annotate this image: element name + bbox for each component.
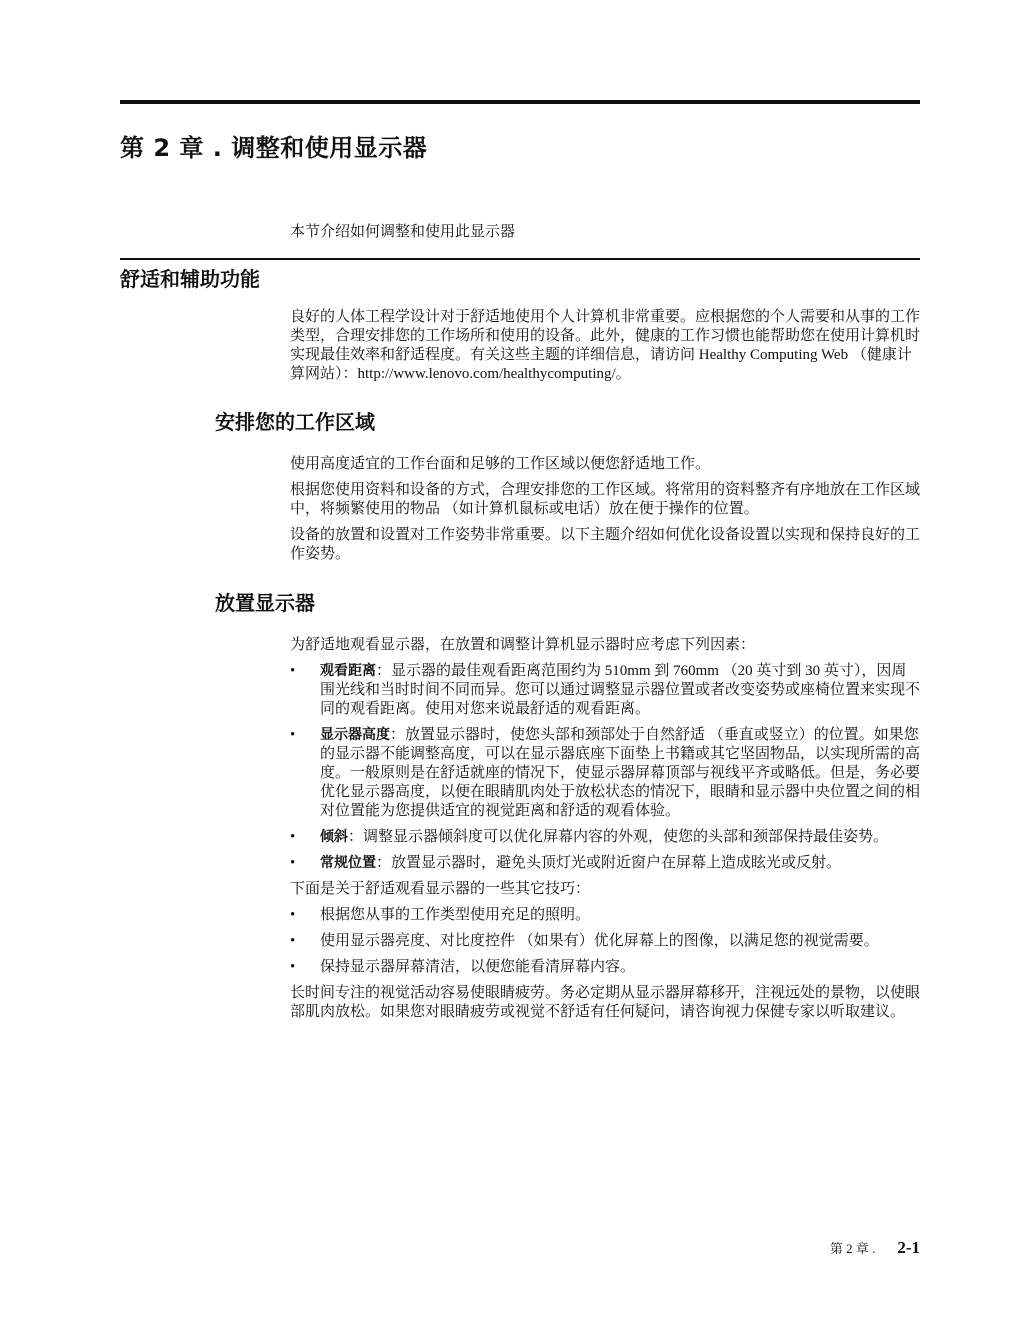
section-title: 舒适和辅助功能 <box>120 267 260 291</box>
monitor-title: 放置显示器 <box>215 591 315 615</box>
factor-term: 常规位置 <box>320 855 376 871</box>
section-body <box>290 308 920 391</box>
factor-item <box>290 854 920 873</box>
workspace-title: 安排您的工作区域 <box>215 410 375 434</box>
monitor-lead: 为舒适地观看显示器，在放置和调整计算机显示器时应考虑下列因素： <box>290 637 756 653</box>
factor-term: 倾斜 <box>320 829 348 845</box>
chapter-title: 第 2 章 . 调整和使用显示器 <box>120 134 428 162</box>
closing-paragraph: 长时间专注的视觉活动容易使眼睛疲劳。务必定期从显示器屏幕移开，注视远处的景物，以使眼部肌肉放松。如果您对眼睛疲劳或视觉不舒适有任何疑问，请咨询视力保健专家以听取建议。 <box>290 985 921 1020</box>
factor-text: ：调整显示器倾斜度可以优化屏幕内容的外观，使您的头部和颈部保持最佳姿势。 <box>348 829 889 845</box>
page-footer <box>830 1238 920 1258</box>
factor-text: ：放置显示器时，使您头部和颈部处于自然舒适 （垂直或竖立）的位置。如果您的显示器不能调整高度，可以在显示器底座下面垫上书籍或其它坚固物品，以实现所需的高度。一般原则是在舒适就座的情况下，使显示器屏幕顶部与视线平齐或略低。但是，务必要优化显示器高度，以便在眼睛肌肉处于放松状态的情况下，眼睛和显示器中央位置之间的相对位置能为您提供适宜的视觉距离和舒适的观看体验。 <box>320 727 921 819</box>
tips-list <box>290 906 920 977</box>
workspace-paragraph: 使用高度适宜的工作台面和足够的工作区域以便您舒适地工作。 <box>290 456 711 472</box>
workspace-paragraph: 设备的放置和设置对工作姿势非常重要。以下主题介绍如何优化设备设置以实现和保持良好的工作姿势。 <box>290 527 921 562</box>
monitor-body <box>290 636 920 1029</box>
factor-list <box>290 662 920 873</box>
tip-item: • 保持显示器屏幕清洁，以便您能看清屏幕内容。 <box>290 958 920 977</box>
factor-text: ：显示器的最佳观看距离范围约为 510mm 到 760mm （20 英寸到 30 英寸），因周围光线和当时时间不同而异。您可以通过调整显示器位置或者改变姿势或座椅位置来实现不同的观看距离。使用对您来说最舒适的观看距离。 <box>320 663 921 717</box>
workspace-body <box>290 455 920 571</box>
factor-item <box>290 726 920 821</box>
factor-term: 观看距离 <box>320 663 376 679</box>
chapter-intro: 本节介绍如何调整和使用此显示器 <box>290 224 516 240</box>
section-paragraph: 良好的人体工程学设计对于舒适地使用个人计算机非常重要。应根据您的个人需要和从事的工作类型，合理安排您的工作场所和使用的设备。此外，健康的工作习惯也能帮助您在使用计算机时实现最佳效率和舒适程度。有关这些主题的详细信息，请访问 Healthy Computing Web （健康计算网站）：http://www.lenovo.com/healthycomputing/。 <box>290 309 921 382</box>
tip-item: • 根据您从事的工作类型使用充足的照明。 <box>290 906 920 925</box>
factor-item <box>290 828 920 847</box>
tip-item: • 使用显示器亮度、对比度控件 （如果有）优化屏幕上的图像，以满足您的视觉需要。 <box>290 932 920 951</box>
factor-item <box>290 662 920 719</box>
section-rule <box>120 258 920 260</box>
page-number: 2-1 <box>897 1238 920 1257</box>
footer-chapter-label: 第 2 章 . <box>829 1241 876 1256</box>
top-rule <box>120 100 920 104</box>
workspace-paragraph: 根据您使用资料和设备的方式，合理安排您的工作区域。将常用的资料整齐有序地放在工作区域中，将频繁使用的物品 （如计算机鼠标或电话）放在便于操作的位置。 <box>290 482 921 517</box>
tips-lead: 下面是关于舒适观看显示器的一些其它技巧： <box>290 881 591 897</box>
factor-term: 显示器高度 <box>320 727 390 743</box>
factor-text: ：放置显示器时，避免头顶灯光或附近窗户在屏幕上造成眩光或反射。 <box>376 855 842 871</box>
